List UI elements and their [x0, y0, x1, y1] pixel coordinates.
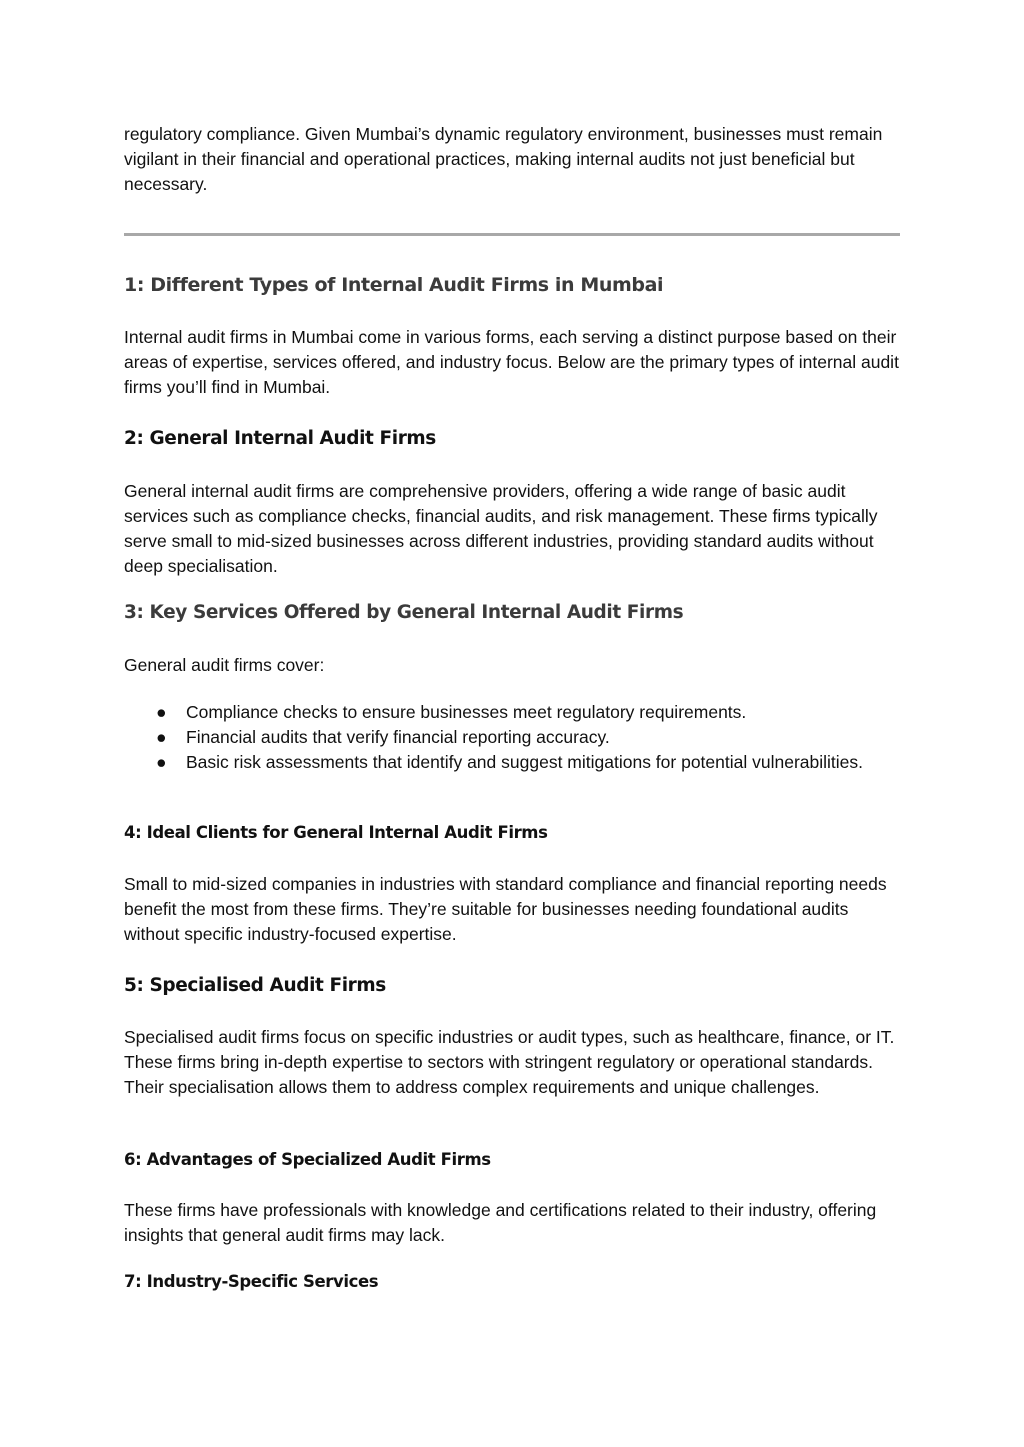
- section-5-heading: 5: Specialised Audit Firms: [124, 975, 386, 996]
- list-item: [124, 725, 904, 750]
- list-item-text: Compliance checks to ensure businesses meet regulatory requirements.: [186, 702, 747, 722]
- section-4-heading: 4: Ideal Clients for General Internal Audit Firms: [124, 823, 548, 842]
- section-2-heading: 2: General Internal Audit Firms: [124, 428, 436, 449]
- section-3-body: General audit firms cover:: [124, 655, 325, 675]
- section-4-body: Small to mid-sized companies in industries with standard compliance and financial reporting needs benefit the most from these firms. They’re suitable for businesses needing foundational audits without specific industry-focused expertise.: [124, 874, 887, 944]
- section-3-heading: 3: Key Services Offered by General Internal Audit Firms: [124, 602, 684, 623]
- bullet-icon: ●: [156, 727, 167, 747]
- section-6-heading: 6: Advantages of Specialized Audit Firms: [124, 1150, 491, 1169]
- list-item-text: Financial audits that verify financial reporting accuracy.: [186, 727, 610, 747]
- bullet-icon: ●: [156, 752, 167, 772]
- list-item-text: Basic risk assessments that identify and suggest mitigations for potential vulnerabilities.: [186, 752, 863, 772]
- services-bullet-list: [124, 700, 904, 775]
- section-5-body: Specialised audit firms focus on specific industries or audit types, such as healthcare, finance, or IT. These firms bring in-depth expertise to sectors with stringent regulatory or operational standards. Their specialisation allows them to address complex requirements and unique challenges.: [124, 1027, 895, 1097]
- section-1-body: Internal audit firms in Mumbai come in various forms, each serving a distinct purpose based on their areas of expertise, services offered, and industry focus. Below are the primary types of internal audit firms you’ll find in Mumbai.: [124, 327, 899, 397]
- list-item: [124, 750, 904, 775]
- bullet-icon: ●: [156, 702, 167, 722]
- horizontal-divider: [124, 233, 900, 236]
- section-1-heading: 1: Different Types of Internal Audit Firms in Mumbai: [124, 274, 664, 296]
- section-7-heading: 7: Industry-Specific Services: [124, 1272, 379, 1291]
- section-2-body: General internal audit firms are comprehensive providers, offering a wide range of basic audit services such as compliance checks, financial audits, and risk management. These firms typically serve small to mid-sized businesses across different industries, providing standard audits without deep specialisation.: [124, 481, 878, 576]
- list-item: [124, 700, 904, 725]
- intro-paragraph: regulatory compliance. Given Mumbai’s dynamic regulatory environment, businesses must remain vigilant in their financial and operational practices, making internal audits not just beneficial but necessary.: [124, 124, 883, 194]
- section-6-body: These firms have professionals with knowledge and certifications related to their industry, offering insights that general audit firms may lack.: [124, 1200, 877, 1245]
